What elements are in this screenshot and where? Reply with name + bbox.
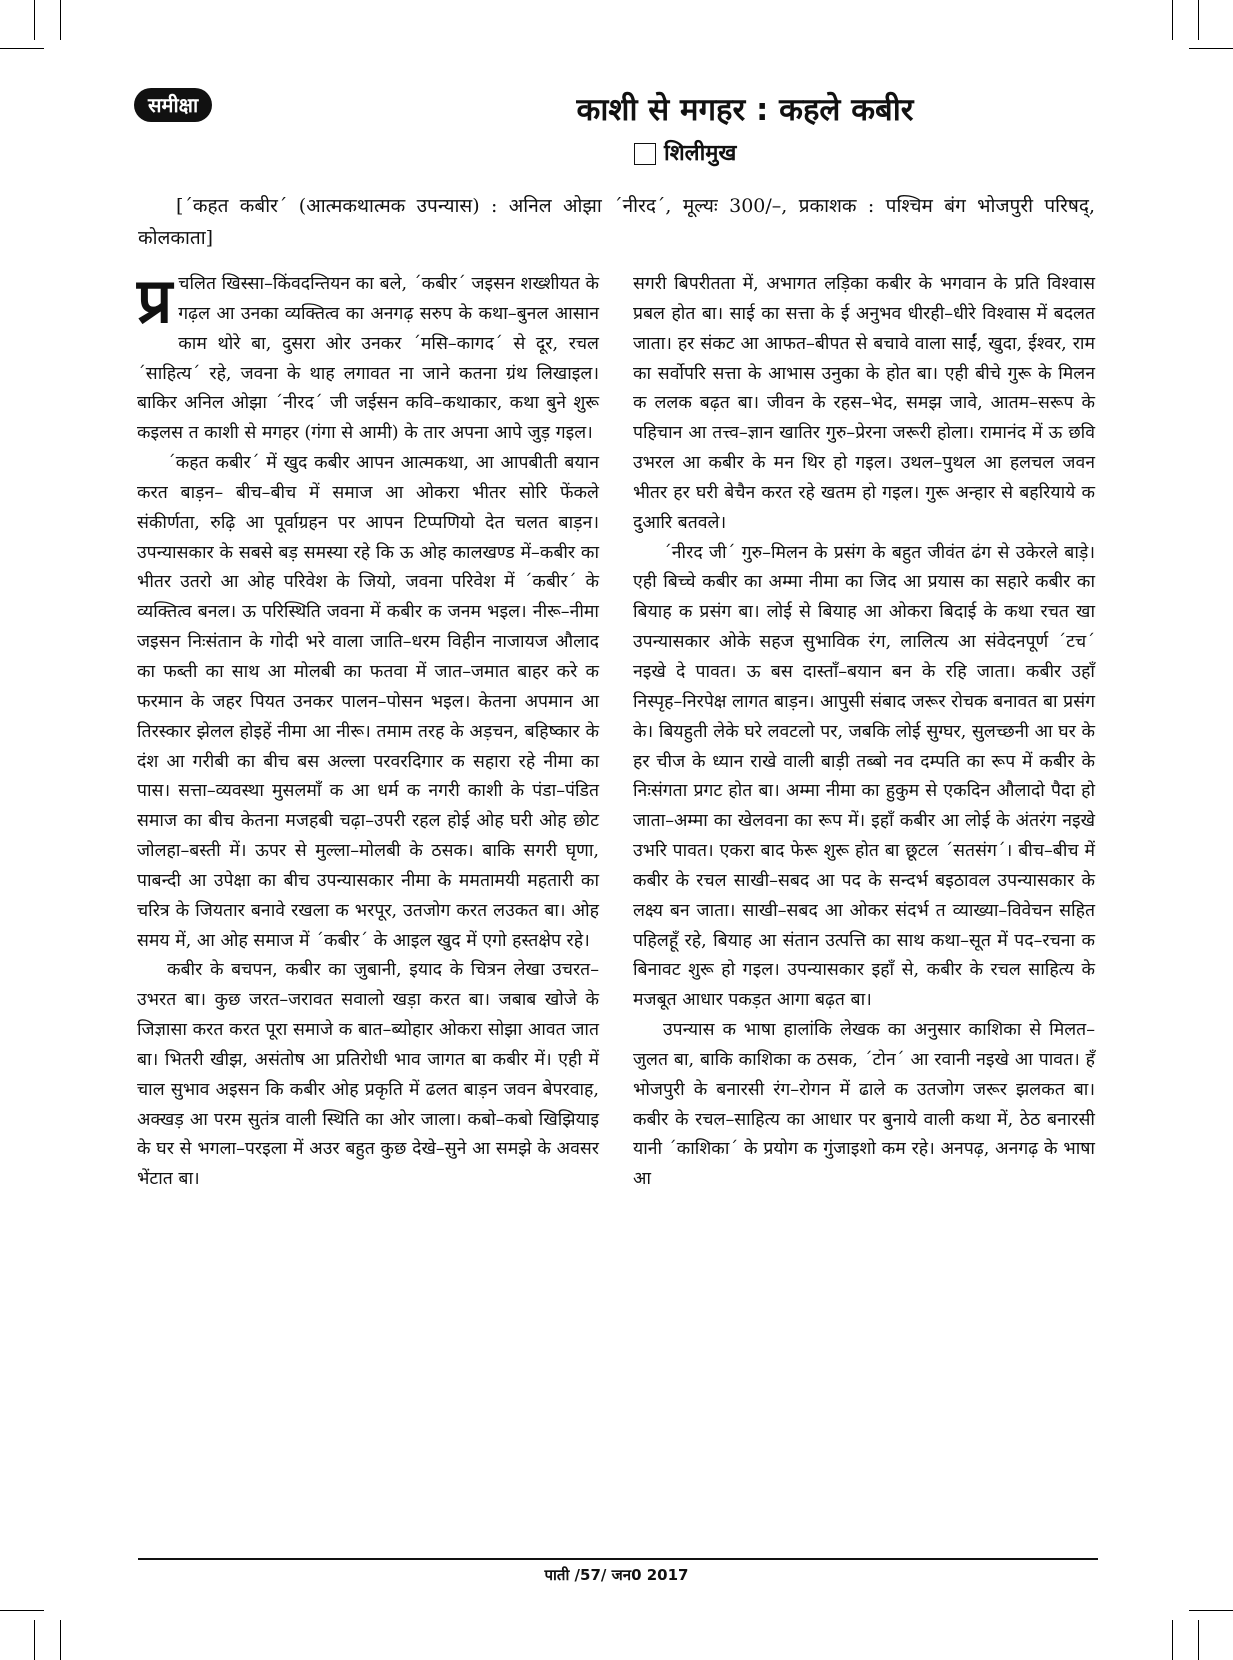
left-column xyxy=(137,264,599,1195)
crop-mark xyxy=(34,1620,35,1660)
crop-mark xyxy=(1198,1620,1199,1660)
article-title: काशी से मगहर : कहले कबीर xyxy=(576,92,914,128)
crop-mark xyxy=(60,1620,61,1660)
book-info: [´कहत कबीर´ (आत्मकथात्मक उपन्यास) : अनिल ओझा ´नीरद´, मूल्यः 300/–, प्रकाशक : पश्चिम बंग भोजपुरी परिषद्, कोलकाता] xyxy=(138,195,1095,249)
crop-mark xyxy=(1189,48,1233,49)
crop-mark xyxy=(1189,1610,1233,1611)
paragraph-text: चलित खिस्सा–किंवदन्तियन का बले, ´कबीर´ जइसन शख्शीयत के गढ़ल आ उनका व्यक्तित्व का अनगढ़ सरुप के कथा–बुनल आसान काम थोरे बा, दुसरा ओर उनकर ´मसि–कागद´ से दूर, रचल ´साहित्य´ रहे, जवना के थाह लगावत ना जाने कतना ग्रंथ लिखाइल। बाकिर अनिल ओझा ´नीरद´ जी जईसन कवि–कथाकार, कथा बुने शुरू कइलस त काशी से मगहर (गंगा से आमी) के तार अपना आपे जुड़ गइल। xyxy=(137,274,599,444)
crop-mark xyxy=(0,48,44,49)
crop-mark xyxy=(0,1610,44,1611)
crop-mark xyxy=(1172,0,1173,40)
pen-icon xyxy=(634,143,656,165)
drop-cap: प्र xyxy=(137,264,173,337)
paragraph: उपन्यास क भाषा हालांकि लेखक का अनुसार काशिका से मिलत–जुलत बा, बाकि काशिका क ठसक, ´टोन´ आ रवानी नइखे आ पावत। हँ भोजपुरी के बनारसी रंग–रोगन में ढाले क उतजोग जरूर झलकत बा। कबीर के रचल–साहित्य का आधार पर बुनाये वाली कथा में, ठेठ बनारसी यानी ´काशिका´ के प्रयोग क गुंजाइशो कम रहे। अनपढ़, अनगढ़ के भाषा आ xyxy=(633,1020,1095,1190)
author-name: शिलीमुख xyxy=(664,141,737,166)
crop-mark xyxy=(60,0,61,40)
crop-mark xyxy=(1172,1620,1173,1660)
paragraph xyxy=(137,264,599,449)
page-footer: पाती /57/ जन0 2017 xyxy=(544,1566,689,1584)
author-byline xyxy=(634,138,736,170)
crop-mark xyxy=(34,0,35,40)
footer-rule xyxy=(138,1558,1098,1560)
paragraph: ´नीरद जी´ गुरु–मिलन के प्रसंग के बहुत जीवंत ढंग से उकेरले बाड़े। एही बिच्चे कबीर का अम्मा नीमा का जिद आ प्रयास का सहारे कबीर का बियाह क प्रसंग बा। लोई से बियाह आ ओकरा बिदाई के कथा रचत खा उपन्यासकार ओके सहज सुभाविक रंग, लालित्य आ संवेदनपूर्ण ´टच´ नइखे दे पावत। ऊ बस दास्ताँ–बयान बन के रहि जाता। कबीर उहाँ निस्पृह–निरपेक्ष लागत बाड़न। आपुसी संबाद जरूर रोचक बनावत बा प्रसंग के। बियहुती लेके घरे लवटलो पर, जबकि लोई सुग्घर, सुलच्छनी आ घर के हर चीज के ध्यान राखे वाली बाड़ी तब्बो नव दम्पति का रूप में कबीर के निःसंगता प्रगट होत बा। अम्मा नीमा का हुकुम से एकदिन औलादो पैदा हो जाता–अम्मा का खेलवना का रूप में। इहाँ कबीर आ लोई के अंतरंग नइखे उभरि पावत। एकरा बाद फेरू शुरू होत बा छूटल ´सतसंग´। बीच–बीच में कबीर के रचल साखी–सबद आ पद के सन्दर्भ बइठावल उपन्यासकार के लक्ष्य बन जाता। साखी–सबद आ ओकर संदर्भ त व्याख्या–विवेचन सहित पहिलहूँ रहे, बियाह आ संतान उत्पत्ति का साथ कथा–सूत में पद–रचना क बिनावट शुरू हो गइल। उपन्यासकार इहाँ से, कबीर के रचल साहित्य के मजबूत आधार पकड़त आगा बढ़त बा। xyxy=(633,542,1095,1011)
paragraph: सगरी बिपरीतता में, अभागत लड़िका कबीर के भगवान के प्रति विश्वास प्रबल होत बा। साई का सत्ता के ई अनुभव धीरही–धीरे विश्वास में बदलत जाता। हर संकट आ आफत–बीपत से बचावे वाला साईं, खुदा, ईश्वर, राम का सर्वोपरि सत्ता के आभास उनुका के होत बा। एही बीचे गुरू के मिलन क ललक बढ़त बा। जीवन के रहस–भेद, समझ जावे, आतम–सरूप के पहिचान आ तत्त्व–ज्ञान खातिर गुरु–प्रेरना जरूरी होला। रामानंद में ऊ छवि उभरल आ कबीर के मन थिर हो गइल। उथल–पुथल आ हलचल जवन भीतर हर घरी बेचैन करत रहे खतम हो गइल। गुरू अन्हार से बहरियाये क दुआरि बतवले। xyxy=(633,274,1095,533)
paragraph: ´कहत कबीर´ में खुद कबीर आपन आत्मकथा, आ आपबीती बयान करत बाड़न– बीच–बीच में समाज आ ओकरा भीतर सोरि फेंकले संकीर्णता, रुढ़ि आ पूर्वाग्रहन पर आपन टिप्पणियो देत चलत बाड़न। उपन्यासकार के सबसे बड़ समस्या रहे कि ऊ ओह कालखण्ड में–कबीर का भीतर उतरो आ ओह परिवेश के जियो, जवना परिवेश में ´कबीर´ के व्यक्तित्व बनल। ऊ परिस्थिति जवना में कबीर क जनम भइल। नीरू–नीमा जइसन निःसंतान के गोदी भरे वाला जाति–धरम विहीन नाजायज औलाद का फब्ती का साथ आ मोलबी का फतवा में जात–जमात बाहर करे क फरमान के जहर पियत उनकर पालन–पोसन भइल। केतना अपमान आ तिरस्कार झेलल होइहें नीमा आ नीरू। तमाम तरह के अड़चन, बहिष्कार के दंश आ गरीबी का बीच बस अल्ला परवरदिगार क सहारा रहे नीमा का पास। सत्ता–व्यवस्था मुसलमाँ क आ धर्म क नगरी काशी के पंडा–पंडित समाज का बीच केतना मजहबी चढ़ा–उपरी रहल होई ओह घरी ओह छोट जोलहा–बस्ती में। ऊपर से मुल्ला–मोलबी के ठसक। बाकि सगरी घृणा, पाबन्दी आ उपेक्षा का बीच उपन्यासकार नीमा के ममतामयी महतारी का चरित्र के जियतार बनावे रखला क भरपूर, उतजोग करत लउकत बा। ओह समय में, आ ओह समाज में ´कबीर´ के आइल खुद में एगो हस्तक्षेप रहे। xyxy=(137,453,599,951)
section-badge: समीक्षा xyxy=(134,88,212,122)
crop-mark xyxy=(1198,0,1199,40)
paragraph: कबीर के बचपन, कबीर का जुबानी, इयाद के चित्रन लेखा उचरत–उभरत बा। कुछ जरत–जरावत सवालो खड़ा करत बा। जबाब खोजे के जिज्ञासा करत करत पूरा समाजे क बात–ब्योहार ओकरा सोझा आवत जात बा। भितरी खीझ, असंतोष आ प्रतिरोधी भाव जागत बा कबीर में। एही में चाल सुभाव अइसन कि कबीर ओह प्रकृति में ढलत बाड़न जवन बेपरवाह, अक्खड़ आ परम सुतंत्र वाली स्थिति का ओर जाला। कबो–कबो खिझियाइ के घर से भगला–परइला में अउर बहुत कुछ देखे–सुने आ समझे के अवसर भेंटात बा। xyxy=(137,960,599,1190)
right-column xyxy=(633,270,1095,1195)
